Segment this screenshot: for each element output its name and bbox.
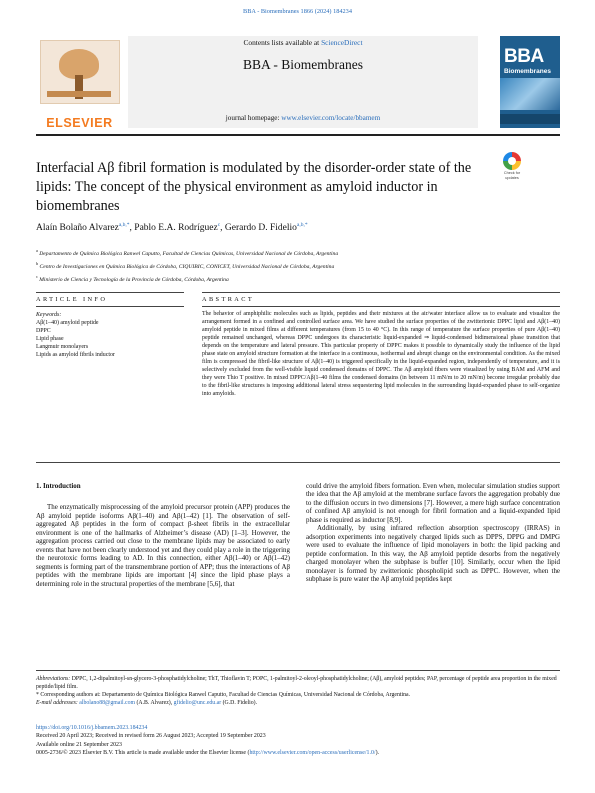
article-metadata [36, 724, 560, 757]
divider [202, 306, 560, 307]
affiliation: $^b$ Centro de Investigaciones en Química Biológica de Córdoba, CIQUIBIC, CONICET, Universidad Nacional de Córdoba, Argentina [36, 261, 335, 270]
journal-title: BBA - Biomembranes [243, 57, 363, 72]
received-dates: Received 20 April 2023; Received in revised form 26 August 2023; Accepted 19 September 2023 [36, 733, 266, 740]
article-title: Interfacial Aβ fibril formation is modulated by the disorder-order state of the lipids: The concept of the physical environment as amyloid inductor in biomembranes [36, 160, 472, 214]
author-list [36, 222, 556, 233]
keyword: Lipid phase [36, 335, 64, 342]
elsevier-logo[interactable] [36, 36, 123, 128]
abbreviations-note: Abbreviations: DPPC, 1,2-dipalmitoyl-sn-glycero-3-phosphatidylcholine; ThT, Thioflavin T; POPC, 1-palmitoyl-2-oleoyl-phosphatidylcholine; (Aβ), amyloid peptides; PAP, percentage of peptide area proportion in the mixed peptide/lipid film. [36, 676, 557, 690]
email-note: E-mail addresses: albolano88@gmail.com (A.B. Alvarez), gfidelio@unc.edu.ar (G.D. Fidelio). [36, 699, 258, 706]
divider [202, 292, 560, 293]
author[interactable]: Pablo E.A. Rodríguez$^c$, [134, 222, 225, 234]
masthead [36, 36, 560, 128]
affiliation: $^c$ Ministerio de Ciencia y Tecnología de la Provincia de Córdoba, Córdoba, Argentina [36, 274, 229, 283]
footnotes [36, 676, 560, 708]
cover-title: BBA [504, 46, 544, 67]
running-head[interactable]: BBA - Biomembranes 1866 (2024) 184234 [243, 8, 352, 15]
elsevier-tree-icon [40, 40, 120, 104]
journal-cover-thumbnail[interactable] [500, 36, 560, 128]
keywords-label: Keywords: [36, 312, 62, 318]
homepage-prefix: journal homepage: [225, 114, 282, 122]
article-info-heading: ARTICLE INFO [36, 296, 108, 303]
divider [36, 462, 560, 463]
section-heading: 1. Introduction [36, 482, 81, 490]
abstract-heading: ABSTRACT [202, 296, 255, 303]
doi-link[interactable]: https://doi.org/10.1016/j.bbamem.2023.184234 [36, 725, 148, 731]
keyword: Langmuir monolayers [36, 343, 89, 350]
affiliations [36, 246, 556, 285]
sciencedirect-link[interactable]: ScienceDirect [321, 38, 363, 47]
homepage-line [128, 114, 478, 122]
author[interactable]: Alaín Bolaño Alvarez$^{a,b,*}$, [36, 222, 135, 234]
author[interactable]: Gerardo D. Fidelio$^{a,b,*}$ [224, 222, 308, 234]
divider [36, 292, 184, 293]
body-right-column [306, 482, 560, 583]
body-paragraph: Additionally, by using infrared reflection absorption spectroscopy (IRRAS) in adsorption experiments into negatively charged lipids such as DPPS, DPPG and DMPG were used to evaluate the influence of lipid monolayers in both: the lipid packing and peptide conformation. In this way, the Aβ amyloid peptide desorbs from the negatively charged monolayer when the subphase is buffer [10]. Similarly, occur when the lipid monolayer is formed by zwitterionic phospholipid such as DPPC. However, when the subphase is pure water the Aβ amyloid peptides kept [306, 524, 560, 583]
check-updates-label: Check for updates [503, 171, 521, 180]
body-paragraph: The enzymatically misprocessing of the amyloid precursor protein (APP) produces the Aβ amyloid peptide isoforms Aβ(1–40) and Aβ(1–42) [1]. The observation of self-aggregated Aβ peptides in the form of compact β-sheet fibrils in the extracellular environment is one of the hallmarks of Alzheimer’s disease (AD) [1–3]. However, the aggregation process carried out close to the membrane lipids may be associated to early events that have not been clearly understood yet and they could play a role in the triggering the neurotoxic forms leading to AD. In this connection, either Aβ(1–40) or Aβ(1–42) segments is forming part of the transmembrane portion of APP; thus the interactions of Aβ peptides with the membrane lipids are important [4] since the lipid phase plays a determining role in the structural properties of the membrane [5,6], that [36, 503, 290, 588]
journal-banner [128, 36, 478, 128]
keyword: Lipids as amyloid fibrils inductor [36, 351, 115, 358]
license-link[interactable]: http://www.elsevier.com/open-access/userlicense/1.0/ [249, 749, 376, 756]
affiliation: $^a$ Departamento de Química Biológica Ranwel Caputto, Facultad de Ciencias Químicas, Universidad Nacional de Córdoba, Argentina [36, 248, 339, 257]
keyword: DPPC [36, 327, 51, 334]
homepage-link[interactable]: www.elsevier.com/locate/bbamem [281, 114, 381, 122]
cover-subtitle: Biomembranes [504, 68, 551, 75]
footnote-divider [36, 670, 560, 671]
contents-line [128, 38, 478, 47]
check-updates-icon [503, 152, 521, 170]
keyword: Aβ(1–40) amyloid peptide [36, 319, 99, 326]
available-online: Available online 21 September 2023 [36, 741, 122, 748]
header-rule [36, 134, 560, 136]
keywords-box [36, 312, 184, 359]
publisher-name: ELSEVIER [46, 116, 113, 130]
divider [36, 306, 184, 307]
email-link[interactable]: gfidelio@unc.edu.ar [173, 699, 222, 706]
abstract-text: The behavior of amphiphilic molecules such as lipids, peptides and their mixtures at the air/water interface allow us to evaluate and visualize the arrangement formed in a confined and controlled surface area. We have studied the surface properties of the zwitterionic DPPC lipid and Aβ(1–40) amyloid peptide in mixed films at different temperatures (from 15 to 40 °C). In this range of temperature the surface properties of pure Aβ(1–40) peptide remained unchanged, whereas DPPC undergoes its characteristic liquid-expanded ⇒ liquid-condensed bidimensional phase transition that depends on the temperature and lateral pressure. This particular property of DPPC makes it possible to dynamically study the influence of the lipid phase state on amyloid structure formation at the interface in a continuous, isothermal and abrupt change on the environmental condition. As the mixed film is compressed the fibril-like structure of Aβ(1–40) is triggered specifically in the liquid-expanded region, independently of temperature, and it is selectively excluded from the well-visible liquid condensed domains of DPPC. The Aβ amyloid fibers were visualized by using BAM and AFM and they were Thio T positive. In mixed DPPC/Aβ(1–40 films the condensed domains (in between 11 mN/m to 20 mN/m) become irregular probably due to the fibril-like structures is imposing additional lateral stress sequestering lipid molecules in the surrounding liquid-expanded phase to self-organize into amyloids. [202, 311, 560, 397]
check-for-updates-button[interactable] [499, 152, 525, 182]
email-link[interactable]: albolano88@gmail.com [79, 699, 135, 706]
body-left-column [36, 482, 290, 588]
corresponding-note: * Corresponding authors at: Departamento de Química Biológica Ranwel Caputto, Facultad de Ciencias Químicas, Universidad Nacional de Córdoba, Argentina. [36, 691, 411, 698]
contents-prefix: Contents lists available at [243, 38, 322, 47]
copyright-line: 0005-2736/© 2023 Elsevier B.V. This article is made available under the Elsevier license (http://www.elsevier.com/open-access/userlicense/1.0/). [36, 749, 379, 756]
body-paragraph: could drive the amyloid fibers formation. Even when, molecular simulation studies support the idea that the Aβ amyloid at the membrane surface favors the aggregation probably due to the diffusion occurs in two dimensions [7]. However, a mere high surface concentration of confined Aβ amyloid is not enough for fibril formation and a liquid-expanded lipid phase is required as inductor [8,9]. [306, 482, 560, 524]
